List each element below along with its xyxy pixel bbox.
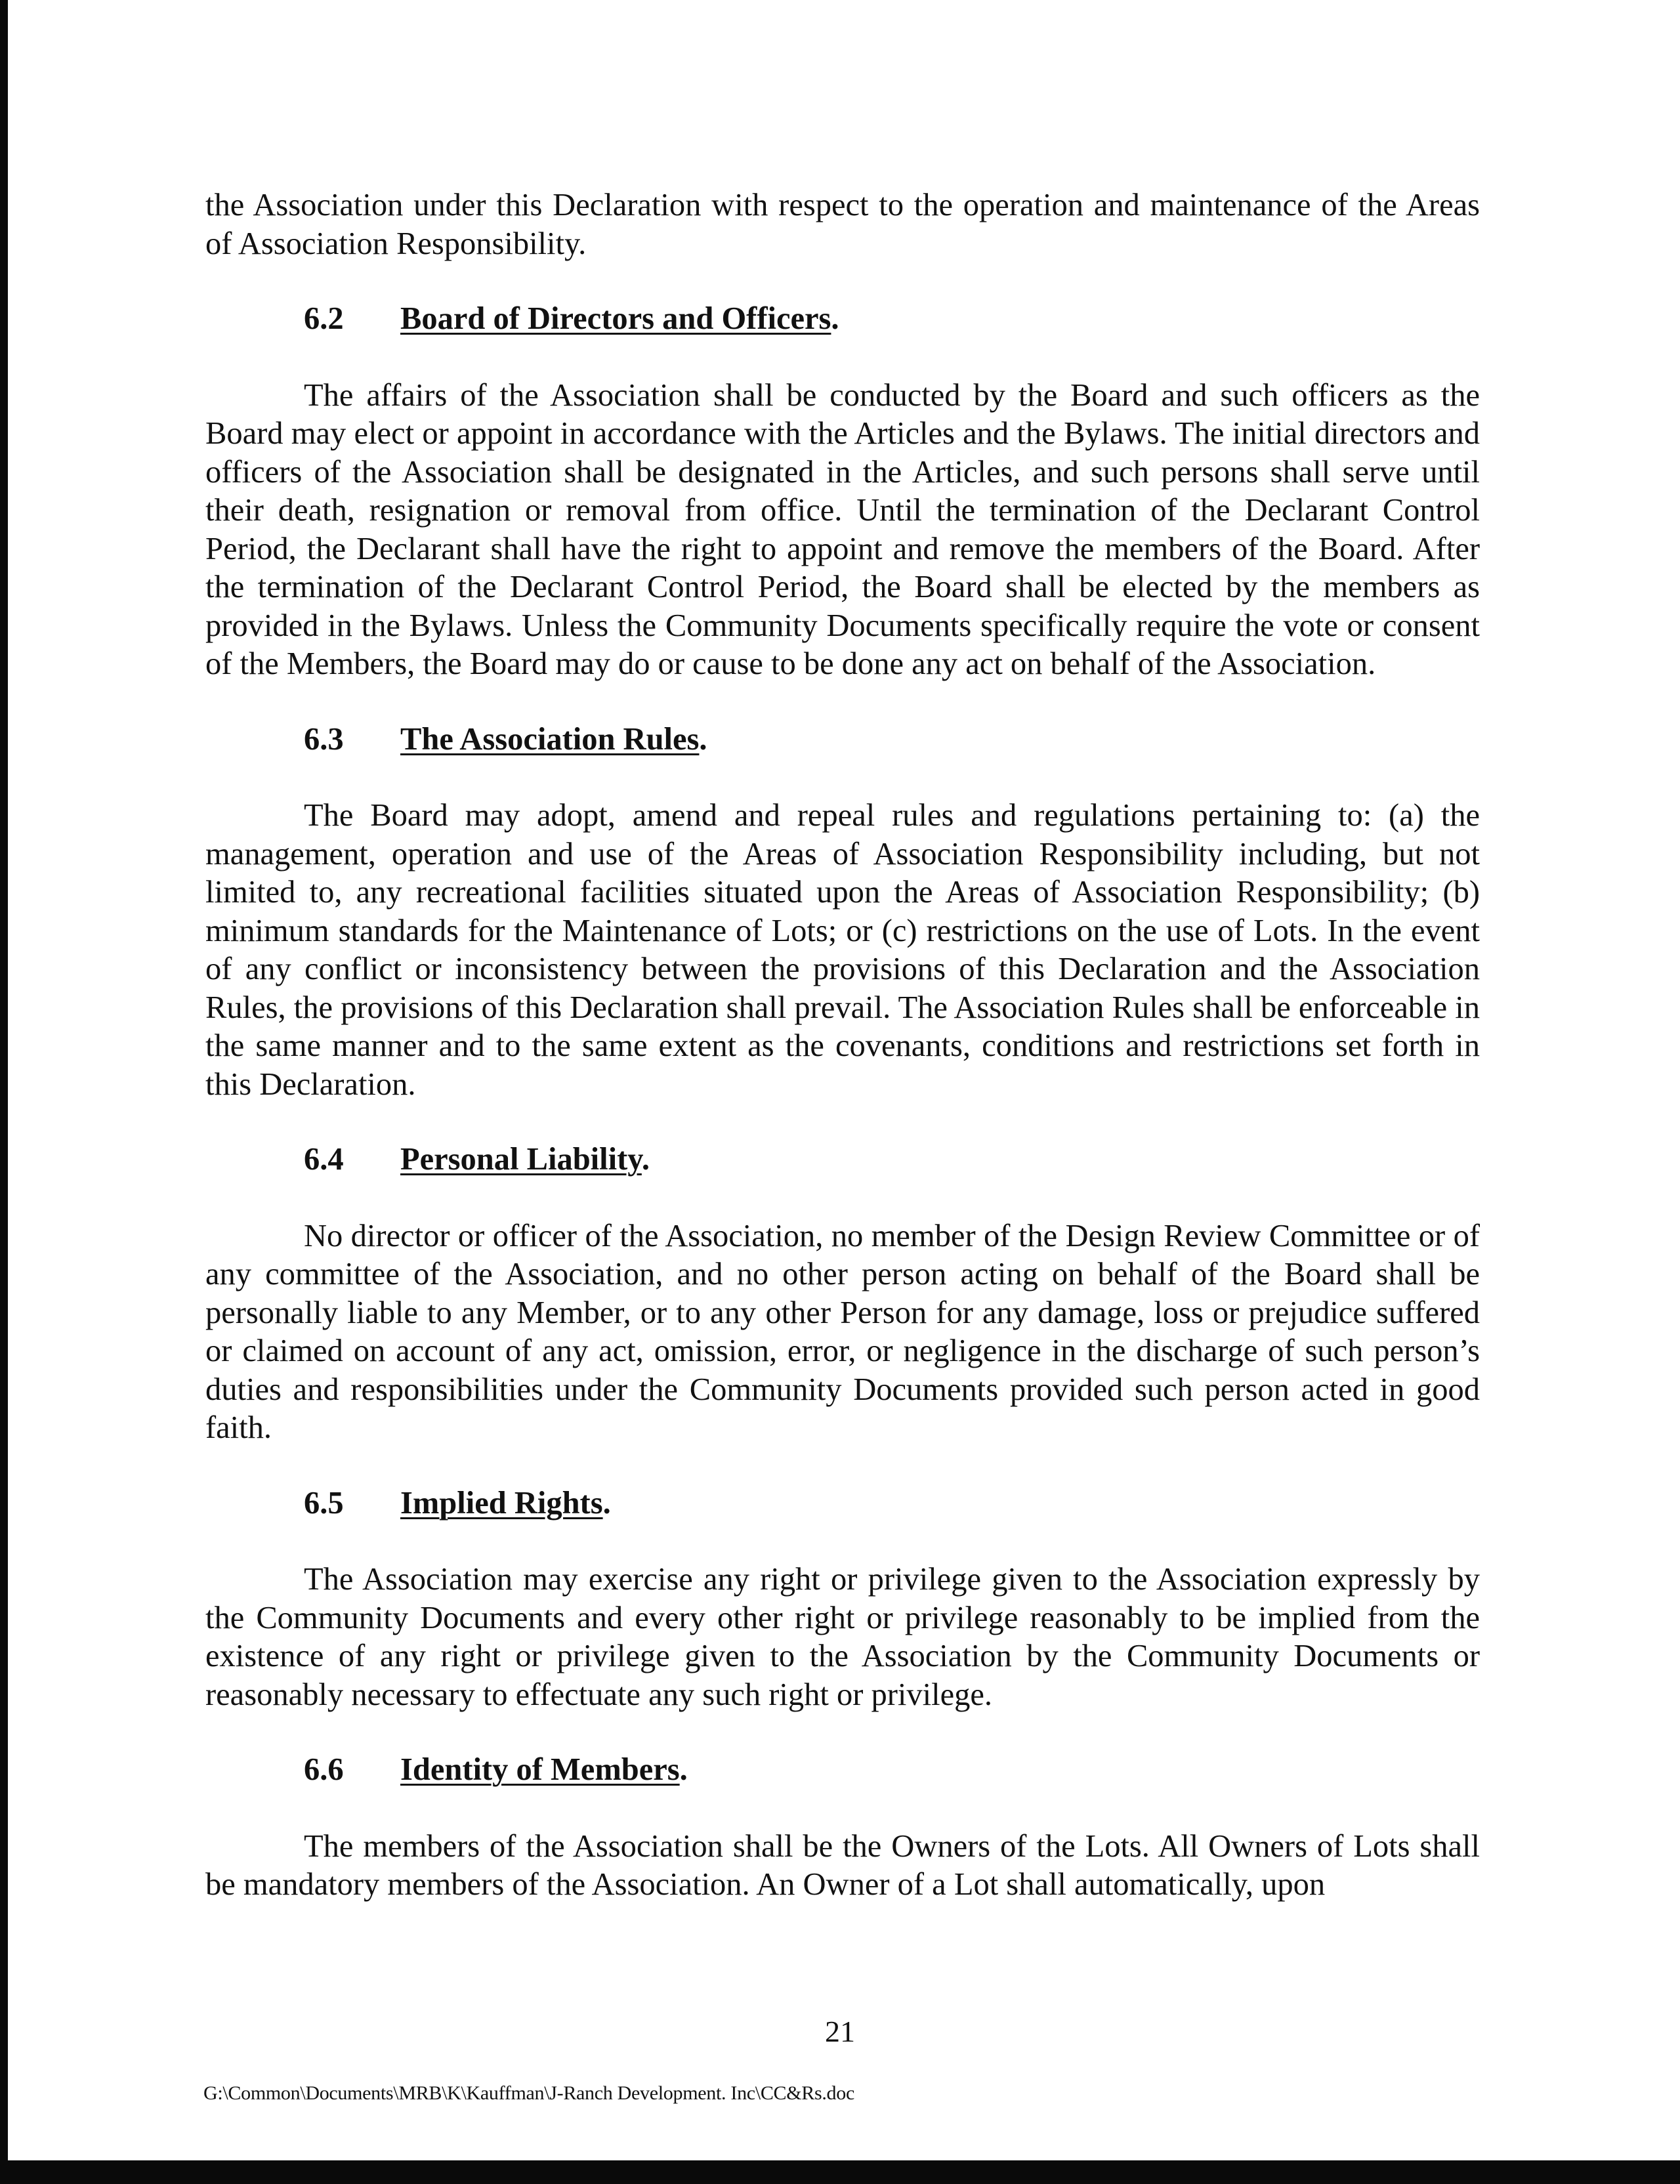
section-number: 6.2 [304, 301, 344, 336]
section-number: 6.3 [304, 721, 344, 757]
section-heading-6-6: 6.6 Identity of Members. [205, 1751, 1480, 1790]
section-number: 6.6 [304, 1752, 344, 1787]
scan-border-left [0, 0, 8, 2184]
section-number: 6.4 [304, 1142, 344, 1177]
section-title: The Association Rules [400, 721, 700, 757]
section-title: Personal Liability [400, 1142, 642, 1177]
section-number: 6.5 [304, 1485, 344, 1521]
section-body-6-3: The Board may adopt, amend and repeal rules and regulations pertaining to: (a) the management, operation and use of the Areas of Association Responsibility including, but not limited to, any recreational facilities situated upon the Areas of Association Responsibility; (b) minimum standards for the Maintenance of Lots; or (c) restrictions on the use of Lots. In the event of any conflict or inconsistency between the provisions of this Declaration and the Association Rules, the provisions of this Declaration shall prevail. The Association Rules shall be enforceable in the same manner and to the same extent as the covenants, conditions and restrictions set forth in this Declaration. [205, 798, 1480, 1102]
section-heading-6-3: 6.3 The Association Rules. [205, 721, 1480, 759]
footer-file-path: G:\Common\Documents\MRB\K\Kauffman\J-Ranch Development. Inc\CC&Rs.doc [203, 2082, 854, 2104]
page-number: 21 [825, 2015, 855, 2048]
section-heading-6-4: 6.4 Personal Liability. [205, 1141, 1480, 1179]
section-title: Identity of Members [400, 1752, 680, 1787]
section-heading-6-5: 6.5 Implied Rights. [205, 1484, 1480, 1523]
section-body-6-6: The members of the Association shall be the Owners of the Lots. All Owners of Lots shall be mandatory members of the Association. An Owner of a Lot shall automatically, upon [205, 1828, 1480, 1902]
section-body-6-5: The Association may exercise any right or privilege given to the Association expressly by the Community Documents and every other right or privilege reasonably to be implied from the existence of any right or privilege given to the Association by the Community Documents or reasonably necessary to effectuate any such right or privilege. [205, 1562, 1480, 1712]
intro-paragraph: the Association under this Declaration with respect to the operation and maintenance of the Areas of Association Responsibility. [205, 188, 1480, 261]
section-title: Board of Directors and Officers [400, 301, 831, 336]
scan-border-bottom [0, 2160, 1680, 2184]
section-heading-6-2: 6.2 Board of Directors and Officers. [205, 300, 1480, 339]
section-title: Implied Rights [400, 1485, 603, 1521]
section-body-6-2: The affairs of the Association shall be conducted by the Board and such officers as the Board may elect or appoint in accordance with the Articles and the Bylaws. The initial directors and officers of the Association shall be designated in the Articles, and such persons shall serve until their death, resignation or removal from office. Until the termination of the Declarant Control Period, the Declarant shall have the right to appoint and remove the members of the Board. After the termination of the Declarant Control Period, the Board shall be elected by the members as provided in the Bylaws. Unless the Community Documents specifically require the vote or consent of the Members, the Board may do or cause to be done any act on behalf of the Association. [205, 377, 1480, 681]
document-page [205, 186, 1480, 1904]
section-body-6-4: No director or officer of the Association, no member of the Design Review Committee or of any committee of the Association, and no other person acting on behalf of the Board shall be personally liable to any Member, or to any other Person for any damage, loss or prejudice suffered or claimed on account of any act, omission, error, or negligence in the discharge of such person’s duties and responsibilities under the Community Documents provided such person acted in good faith. [205, 1218, 1480, 1445]
